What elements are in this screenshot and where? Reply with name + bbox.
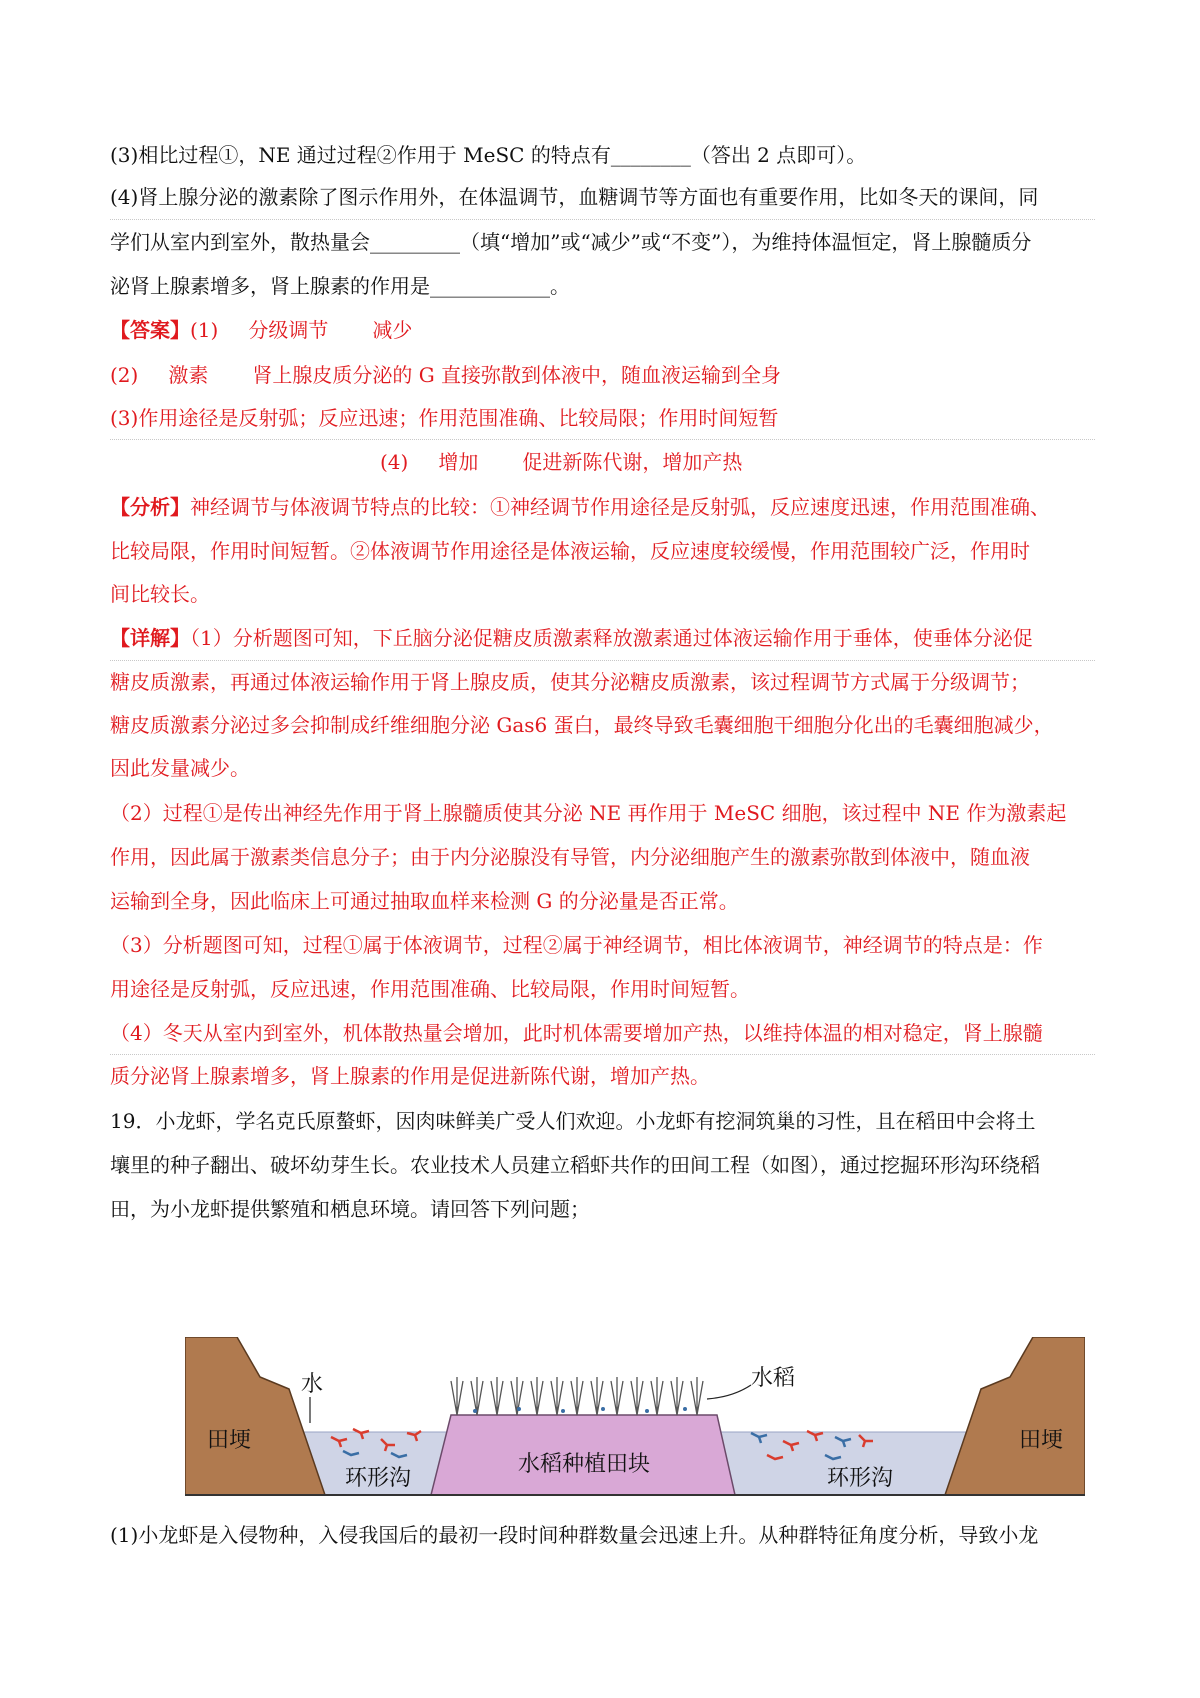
question-19-line-2: 壤里的种子翻出、破坏幼芽生长。农业技术人员建立稻虾共作的田间工程（如图），通过挖掘环形沟环绕稻 (110, 1153, 1040, 1177)
answer-1 (110, 316, 1095, 344)
detail-p2-line-1: （2）过程①是传出神经先作用于肾上腺髓质使其分泌 NE 再作用于 MeSC 细胞，该过程中 NE 作为激素起 (110, 801, 1067, 825)
answer-4-part-1: 增加 (438, 450, 479, 474)
detail-p1-line-2: 糖皮质激素，再通过体液运输作用于肾上腺皮质，使其分泌糖皮质激素，该过程调节方式属于分级调节； (110, 670, 1030, 694)
question-19-line-1: 19．小龙虾，学名克氏原螯虾，因肉味鲜美广受人们欢迎。小龙虾有挖洞筑巢的习性，且在稻田中会将土 (110, 1109, 1036, 1133)
water-label: 水 (301, 1372, 324, 1397)
rice-label: 水稻 (751, 1366, 796, 1391)
rice-field-label: 水稻种植田块 (518, 1452, 651, 1477)
detail-tag: 【详解】 (110, 626, 190, 650)
left-ditch-label: 环形沟 (345, 1466, 412, 1491)
question-3: (3)相比过程①，NE 通过过程②作用于 MeSC 的特点有________（答出 2 点即可）。 (110, 143, 867, 167)
detail-p1-line-3: 糖皮质激素分泌过多会抑制成纤维细胞分泌 Gas6 蛋白，最终导致毛囊细胞干细胞分化出的毛囊细胞减少， (110, 713, 1054, 737)
analysis-line-3: 间比较长。 (110, 582, 210, 606)
dotted-rule (110, 439, 1095, 440)
answer-2 (110, 361, 1095, 389)
dotted-rule (110, 660, 1095, 661)
analysis-line-2: 比较局限，作用时间短暂。②体液调节作用途径是体液运输，反应速度较缓慢，作用范围较广泛，作用时 (110, 539, 1030, 563)
detail-p1-line-4: 因此发量减少。 (110, 756, 250, 780)
analysis-tag: 【分析】 (110, 495, 190, 519)
answer-2-part-1: 激素 (168, 363, 209, 387)
rice-plants (451, 1377, 703, 1415)
answer-2-part-2: 肾上腺皮质分泌的 G 直接弥散到体液中，随血液运输到全身 (252, 363, 782, 387)
question-4-line-2: 学们从室内到室外，散热量会_________（填“增加”或“减少”或“不变”），为维持体温恒定，肾上腺髓质分 (110, 230, 1032, 254)
detail-text: （1）分析题图可知，下丘脑分泌促糖皮质激素释放激素通过体液运输作用于垂体，使垂体分泌促 (190, 626, 1033, 650)
answer-4-part-2: 促进新陈代谢，增加产热 (522, 450, 743, 474)
question-4-line-1: (4)肾上腺分泌的激素除了图示作用外，在体温调节，血糖调节等方面也有重要作用，比如冬天的课间，同 (110, 185, 1039, 209)
answer-tag: 【答案】 (110, 318, 190, 342)
dotted-rule (110, 219, 1095, 220)
question-19-line-3: 田，为小龙虾提供繁殖和栖息环境。请回答下列问题； (110, 1197, 590, 1221)
detail-p2-line-2: 作用，因此属于激素类信息分子；由于内分泌腺没有导管，内分泌细胞产生的激素弥散到体液中，随血液 (110, 845, 1030, 869)
question-4-line-3: 泌肾上腺素增多，肾上腺素的作用是____________。 (110, 274, 570, 298)
detail-p3-line-2: 用途径是反射弧，反应迅速，作用范围准确、比较局限，作用时间短暂。 (110, 977, 750, 1001)
question-19-1: (1)小龙虾是入侵物种，入侵我国后的最初一段时间种群数量会迅速上升。从种群特征角度分析，导致小龙 (110, 1523, 1039, 1547)
analysis-line-1 (110, 493, 1095, 521)
answer-2-num: (2) (110, 363, 139, 387)
answer-1-part-1: 分级调节 (248, 318, 329, 342)
answer-4-num: (4) (380, 450, 409, 474)
analysis-text: 神经调节与体液调节特点的比较：①神经调节作用途径是反射弧，反应速度迅速，作用范围准确、 (190, 495, 1050, 519)
answer-1-part-2: 减少 (372, 318, 413, 342)
right-ditch-label: 环形沟 (827, 1466, 894, 1491)
dotted-rule (110, 1054, 1095, 1055)
detail-p3-line-1: （3）分析题图可知，过程①属于体液调节，过程②属于神经调节，相比体液调节，神经调节的特点是：作 (110, 933, 1043, 957)
right-bank (945, 1337, 1085, 1495)
detail-p4-line-2: 质分泌肾上腺素增多，肾上腺素的作用是促进新陈代谢，增加产热。 (110, 1064, 710, 1088)
rice-water-marks (473, 1407, 687, 1413)
field-diagram-svg (185, 1337, 1085, 1507)
answer-4 (380, 448, 880, 476)
left-bank (185, 1337, 325, 1495)
answer-1-num: (1) (190, 318, 219, 342)
rice-leader-line (707, 1385, 751, 1399)
right-bank-label: 田埂 (1019, 1428, 1064, 1453)
detail-p1-line-1 (110, 624, 1095, 652)
detail-p2-line-3: 运输到全身，因此临床上可通过抽取血样来检测 G 的分泌量是否正常。 (110, 889, 739, 913)
answer-3: (3)作用途径是反射弧；反应迅速；作用范围准确、比较局限；作用时间短暂 (110, 406, 779, 430)
left-bank-label: 田埂 (207, 1428, 252, 1453)
detail-p4-line-1: （4）冬天从室内到室外，机体散热量会增加，此时机体需要增加产热，以维持体温的相对稳定，肾上腺髓 (110, 1021, 1043, 1045)
rice-crayfish-field-diagram (185, 1337, 1085, 1507)
